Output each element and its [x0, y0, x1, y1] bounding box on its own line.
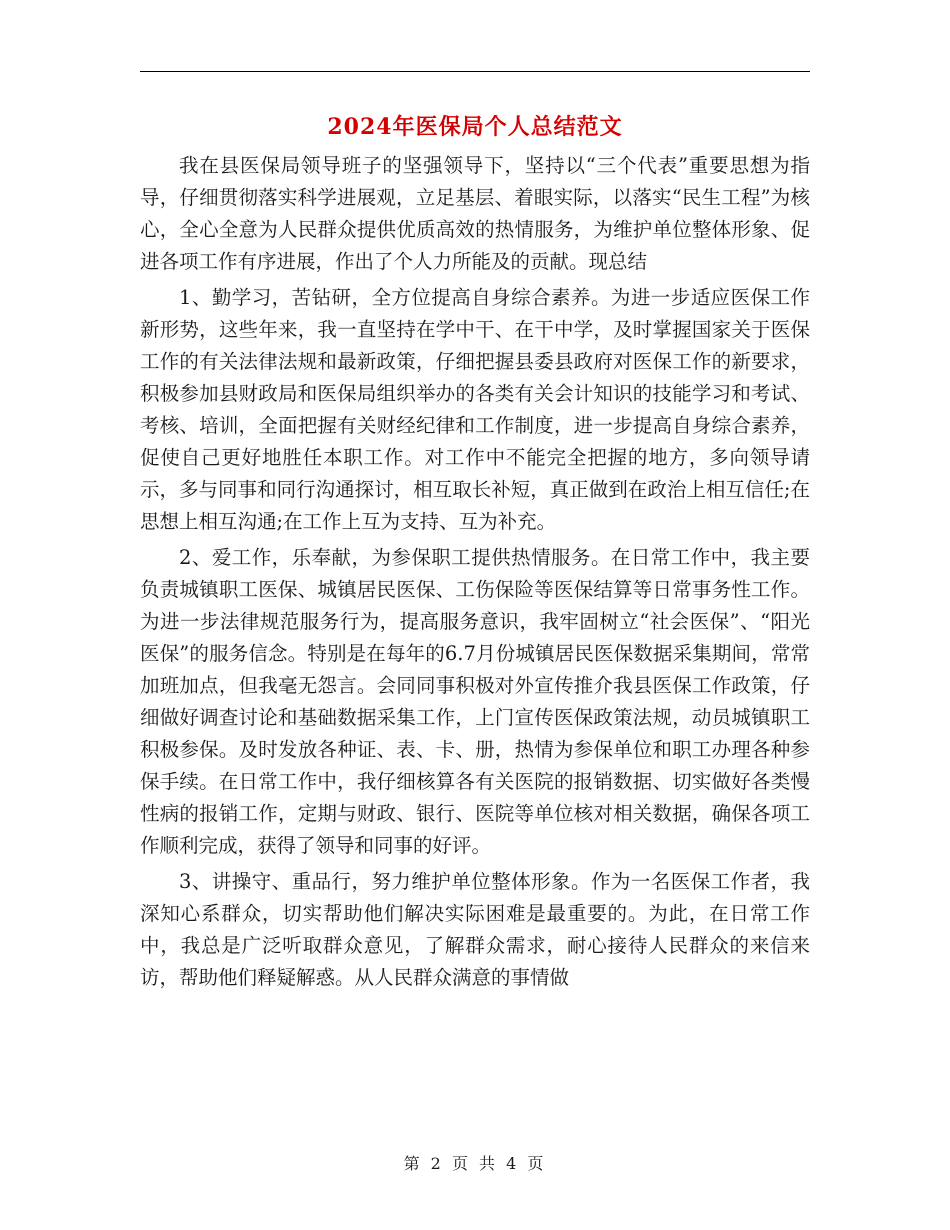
- document-title: 2024年医保局个人总结范文: [327, 114, 623, 140]
- paragraph-section-3: 3、讲操守、重品行，努力维护单位整体形象。作为一名医保工作者，我深知心系群众，切实帮助他们解决实际困难是最重要的。为此，在日常工作中，我总是广泛听取群众意见，了解群众需求，耐心接待人民群众的来信来访，帮助他们释疑解惑。从人民群众满意的事情做: [140, 870, 810, 989]
- paragraph-section-1: 1、勤学习，苦钻研，全方位提高自身综合素养。为进一步适应医保工作新形势，这些年来，我一直坚持在学中干、在干中学，及时掌握国家关于医保工作的有关法律法规和最新政策，仔细把握县委县政府对医保工作的新要求，积极参加县财政局和医保局组织举办的各类有关会计知识的技能学习和考试、考核、培训，全面把握有关财经纪律和工作制度，进一步提高自身综合素养，促使自己更好地胜任本职工作。对工作中不能完全把握的地方，多向领导请示，多与同事和同行沟通探讨，相互取长补短，真正做到在政治上相互信任;在思想上相互沟通;在工作上互为支持、互为补充。: [140, 286, 810, 533]
- page-footer: 第 2 页 共 4 页: [403, 1154, 547, 1173]
- header-rule: [140, 71, 810, 72]
- document-body: [140, 150, 810, 998]
- paragraph-intro: 我在县医保局领导班子的坚强领导下，坚持以“三个代表”重要思想为指导，仔细贯彻落实科学进展观，立足基层、着眼实际，以落实“民生工程”为核心，全心全意为人民群众提供优质高效的热情服务，为维护单位整体形象、促进各项工作有序进展，作出了个人力所能及的贡献。现总结: [140, 154, 810, 273]
- paragraph-section-2: 2、爱工作，乐奉献，为参保职工提供热情服务。在日常工作中，我主要负责城镇职工医保、城镇居民医保、工伤保险等医保结算等日常事务性工作。为进一步法律规范服务行为，提高服务意识，我牢固树立“社会医保”、“阳光医保”的服务信念。特别是在每年的6.7月份城镇居民医保数据采集期间，常常加班加点，但我毫无怨言。会同同事积极对外宣传推介我县医保工作政策，仔细做好调查讨论和基础数据采集工作，上门宣传医保政策法规，动员城镇职工积极参保。及时发放各种证、表、卡、册，热情为参保单位和职工办理各种参保手续。在日常工作中，我仔细核算各有关医院的报销数据、切实做好各类慢性病的报销工作，定期与财政、银行、医院等单位核对相关数据，确保各项工作顺利完成，获得了领导和同事的好评。: [140, 546, 810, 857]
